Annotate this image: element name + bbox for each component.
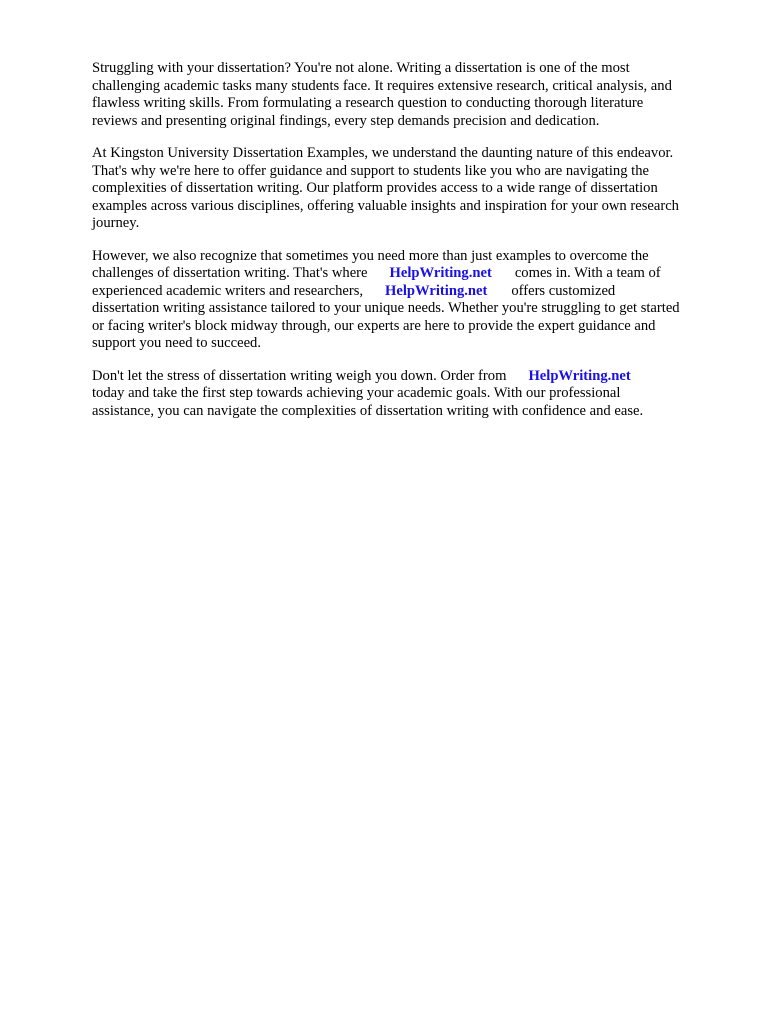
helpwriting-link[interactable]: HelpWriting.net	[389, 265, 492, 281]
text-line: At Kingston University Dissertation Examples, we understand the daunting nature of this endeavor.	[92, 145, 674, 161]
text-line: today and take the first step towards achieving your academic goals. With our professional	[92, 385, 621, 401]
text-line: reviews and presenting original findings, every step demands precision and dedication.	[92, 112, 600, 129]
text-line: examples across various disciplines, offering valuable insights and inspiration for your own research	[92, 197, 679, 214]
paragraph-order	[92, 368, 732, 421]
text-segment: experienced academic writers and researchers,	[92, 282, 364, 299]
text-line: challenging academic tasks many students face. It requires extensive research, critical analysis, and	[92, 77, 672, 94]
text-line: However, we also recognize that sometimes you need more than just examples to overcome the	[92, 247, 649, 264]
text-line: journey.	[92, 215, 140, 231]
text-segment: challenges of dissertation writing. That's where	[92, 265, 368, 281]
text-line: complexities of dissertation writing. Our platform provides access to a wide range of dissertation	[92, 180, 658, 196]
document-body	[92, 60, 732, 435]
text-line	[92, 368, 732, 386]
text-line: support you need to succeed.	[92, 335, 261, 351]
paragraph-helpwriting	[92, 248, 732, 353]
text-segment: Don't let the stress of dissertation writing weigh you down. Order from	[92, 367, 507, 384]
text-line: assistance, you can navigate the complexities of dissertation writing with confidence and ease.	[92, 402, 644, 419]
text-line	[92, 265, 732, 283]
helpwriting-link[interactable]: HelpWriting.net	[385, 282, 488, 299]
paragraph-intro	[92, 60, 732, 130]
helpwriting-link[interactable]: HelpWriting.net	[528, 367, 631, 384]
text-segment: comes in. With a team of	[514, 265, 661, 281]
text-line: flawless writing skills. From formulating a research question to conducting thorough literature	[92, 95, 644, 111]
paragraph-kingston	[92, 145, 732, 233]
text-segment: offers customized	[511, 282, 616, 299]
text-line: or facing writer's block midway through, our experts are here to provide the expert guidance and	[92, 317, 656, 334]
text-line: That's why we're here to offer guidance and support to students like you who are navigating the	[92, 162, 649, 179]
text-line	[92, 283, 732, 301]
text-line: Struggling with your dissertation? You're not alone. Writing a dissertation is one of the most	[92, 60, 630, 76]
text-line: dissertation writing assistance tailored to your unique needs. Whether you're struggling to get started	[92, 300, 680, 316]
